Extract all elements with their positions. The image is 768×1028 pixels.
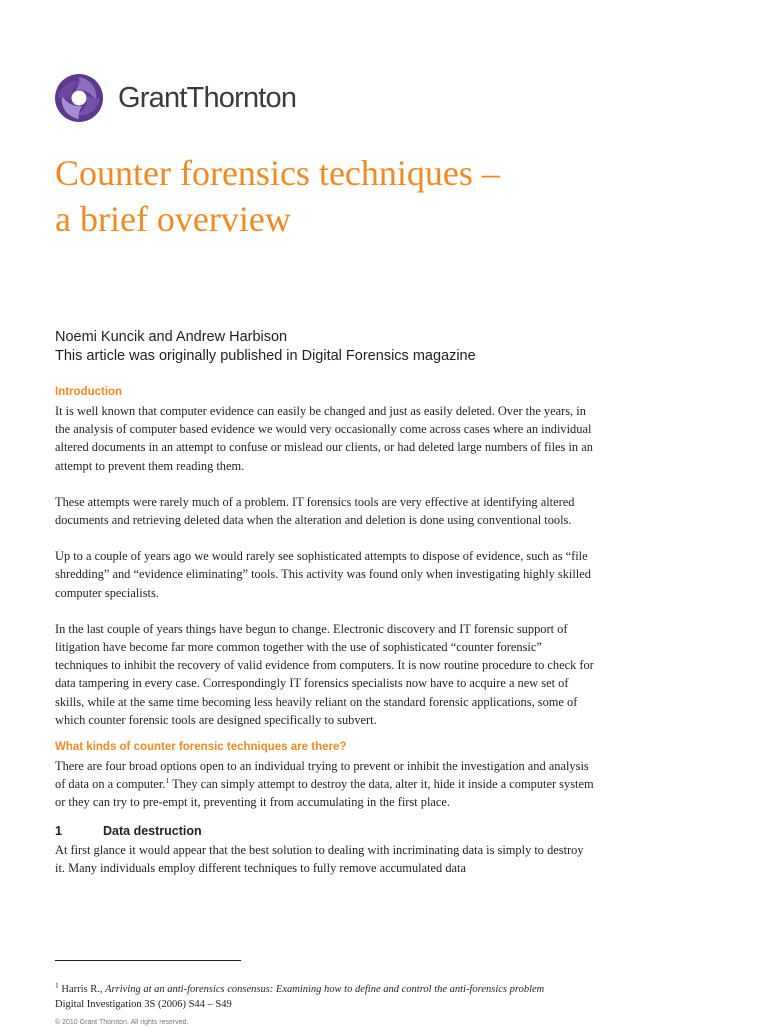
- paragraph: It is well known that computer evidence can easily be changed and just as easily deleted. Over the years, in the analysis of computer based evidence we would very occasionally come across cases where an individual altered documents in an attempt to confuse or mislead our clients, or had deleted large numbers of files in an attempt to prevent them reading them.: [55, 404, 593, 473]
- section-heading-introduction: Introduction: [55, 386, 123, 398]
- grant-thornton-logo-icon: [54, 73, 104, 123]
- footnote-marker: 1: [55, 980, 59, 990]
- footnote-citation: [55, 982, 615, 997]
- footnote-source: Digital Investigation 3S (2006) S44 – S49: [55, 999, 232, 1010]
- byline: [55, 328, 476, 366]
- footnote-author: Harris R.,: [58, 984, 106, 995]
- paragraph-text: There are four broad options open to an individual trying to prevent or inhibit the investigation and analysis of data on a computer.: [55, 759, 589, 792]
- paragraph: At first glance it would appear that the best solution to dealing with incriminating data is simply to destroy it. Many individuals employ different techniques to fully remove accumulated data: [55, 842, 584, 875]
- paragraph: These attempts were rarely much of a problem. IT forensics tools are very effective at identifying altered documents and retrieving deleted data when the alteration and deletion is done using conventional tools.: [55, 494, 575, 528]
- brand-name: GrantThornton: [118, 81, 297, 114]
- grant-thornton-logo: [54, 72, 296, 124]
- paragraph: In the last couple of years things have begun to change. Electronic discovery and IT forensic support of litigation have become far more common together with the use of sophisticated “counter forensic” techniques to inhibit the recovery of valid evidence from computers. It is now routine procedure to check for data tampering in every case. Correspondingly IT forensics specialists now have to acquire a new set of skills, while at the same time becoming less heavily reliant on the standard forensic applications, some of which counter forensic tools are designed specifically to subvert.: [55, 621, 594, 727]
- article-body: [55, 384, 595, 895]
- footnote-reference[interactable]: 1: [165, 776, 170, 786]
- subsection-number: 1: [55, 823, 62, 838]
- paragraph-text: They can simply attempt to destroy the data, alter it, hide it inside a computer system or they can try to pre-empt it, preventing it from accumulating in the first place.: [55, 777, 594, 810]
- authors: Noemi Kuncik and Andrew Harbison: [55, 329, 288, 345]
- paragraph: [55, 757, 595, 812]
- footnote-divider: [55, 960, 241, 961]
- title-line-1: Counter forensics techniques –: [55, 153, 500, 193]
- page-title: [55, 150, 675, 242]
- section-heading-kinds: What kinds of counter forensic techniques are there?: [55, 741, 347, 754]
- subsection-title: Data destruction: [103, 823, 202, 838]
- title-line-2: a brief overview: [55, 199, 291, 239]
- paragraph: Up to a couple of years ago we would rarely see sophisticated attempts to dispose of evidence, such as “file shredding” and “evidence eliminating” tools. This activity was found only when investigating highly skilled computer specialists.: [55, 549, 591, 600]
- copyright-notice: © 2010 Grant Thornton. All rights reserved.: [55, 1019, 189, 1026]
- publication-note: This article was originally published in Digital Forensics magazine: [55, 348, 476, 364]
- footnote: [55, 982, 615, 1012]
- footnote-title: Arriving at an anti-forensics consensus: Examining how to define and control the anti-forensics problem: [105, 984, 545, 995]
- subsection-heading-data-destruction: [55, 822, 595, 840]
